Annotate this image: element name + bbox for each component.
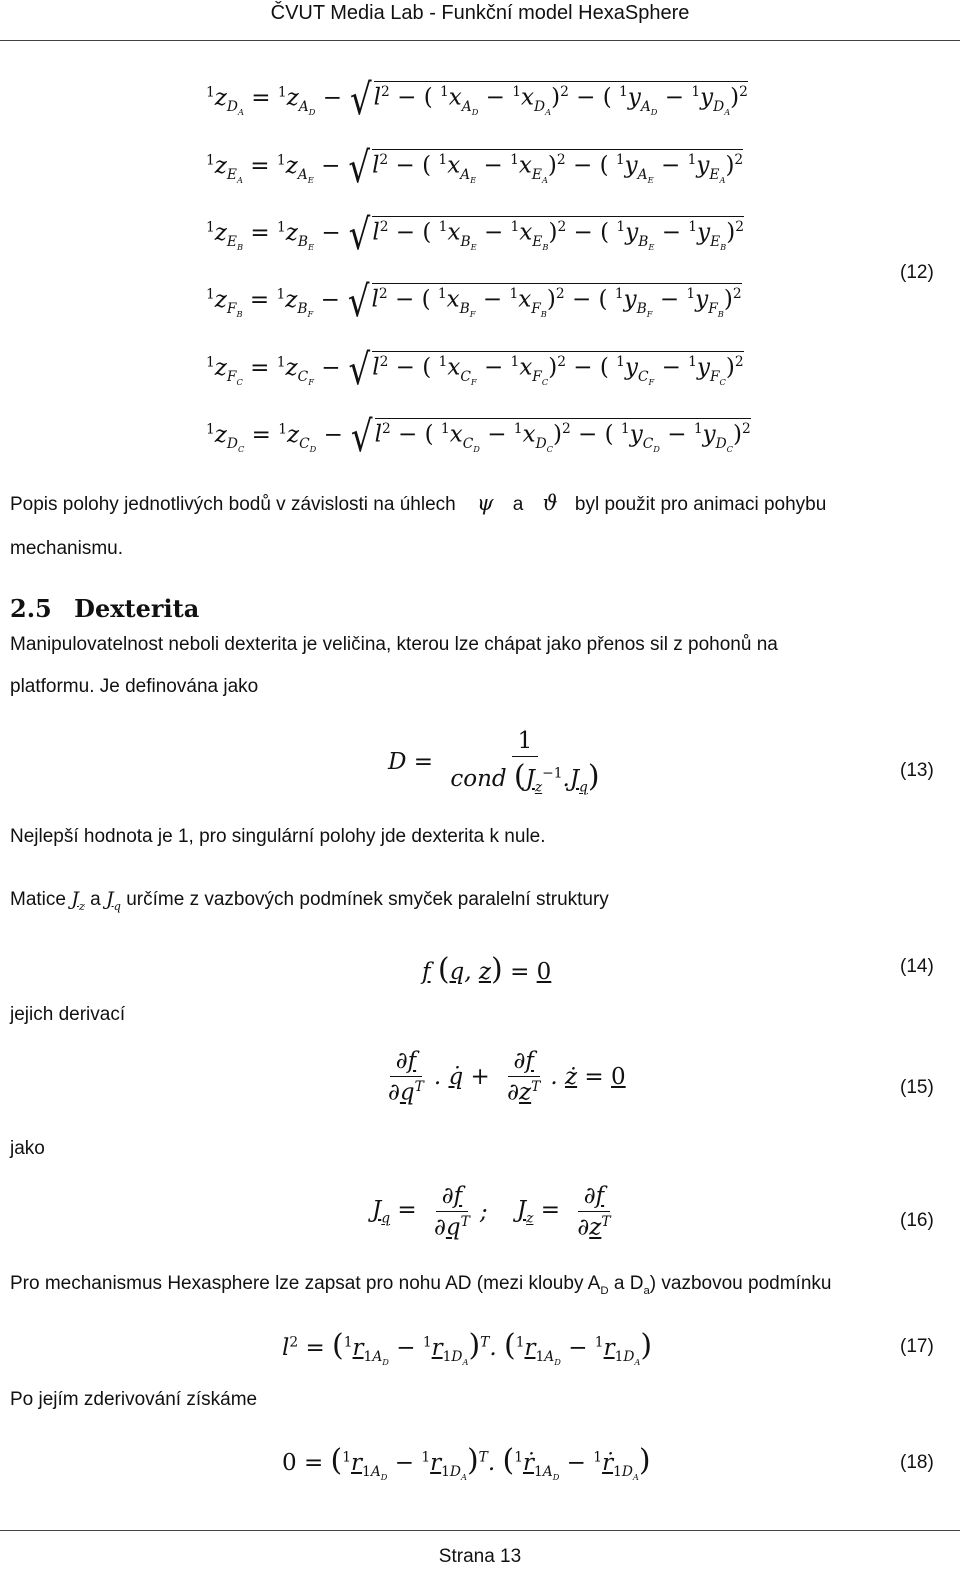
equation-18-number: (18) bbox=[900, 1452, 934, 1473]
equation-15-number: (15) bbox=[900, 1077, 934, 1098]
sqrt-icon: √ bbox=[348, 345, 371, 395]
theta-symbol: ϑ bbox=[542, 491, 558, 515]
section-title: Dexterita bbox=[74, 594, 200, 623]
footer-rule bbox=[0, 1530, 960, 1531]
equation-12-row: $^1z_{F_B} = ^1z_{B_F} - √l^2$ − ( $^1x_{B_F} - ^1x_{F_B})^2$ − ( $^1y_{B_F} - ^1y_{F_B})^2$ bbox=[206, 277, 742, 327]
label-derivaci: jejich derivací bbox=[10, 1004, 126, 1025]
equation-14: f (q, z) = 0 bbox=[422, 952, 552, 987]
section-number: 2.5 bbox=[10, 594, 52, 623]
equation-16: $J_q$ = $\frac{\partial f}{\partial q^T}$ ; $J_z$ = $\frac{\partial f}{\partial z^T}$ bbox=[372, 1183, 611, 1241]
header-rule bbox=[0, 40, 960, 41]
sqrt-icon: √ bbox=[348, 143, 371, 193]
equation-14-number: (14) bbox=[900, 956, 934, 977]
psi-symbol: ψ bbox=[477, 491, 494, 515]
dexterity-fraction: $\frac{1}{cond (J_z^{-1}.J_q)}$ bbox=[450, 728, 600, 796]
equation-16-number: (16) bbox=[900, 1210, 934, 1231]
sqrt-icon: √ bbox=[350, 412, 373, 462]
page-number: Strana 13 bbox=[438, 1546, 522, 1567]
page-header: ČVUT Media Lab - Funkční model HexaSphere bbox=[270, 2, 690, 24]
paragraph-1-text-b: byl použit pro animaci pohybu bbox=[574, 494, 827, 515]
equation-12-row: $^1z_{F_C} = ^1z_{C_F} - √l^2$ − ( $^1x_{C_F} - ^1x_{F_C})^2$ − ( $^1y_{C_F} - ^1y_{F_C})^2$ bbox=[206, 345, 744, 395]
equation-12-number: (12) bbox=[900, 262, 934, 283]
equation-13: D = $\frac{1}{cond (J_z^{-1}.J_q)}$ bbox=[388, 728, 610, 796]
equation-12-row: $^1z_{D_A} = ^1z_{A_D} - √l^2$ − ( $^1x_{A_D} - ^1x_{D_A})^2$ − ( $^1y_{A_D} - ^1y_{D_A})^2$ bbox=[206, 75, 748, 125]
equation-12-row: $^1z_{E_B} = ^1z_{B_E} - √l^2$ − ( $^1x_{B_E} - ^1x_{E_B})^2$ − ( $^1y_{B_E} - ^1y_{E_B})^2$ bbox=[206, 210, 744, 260]
equation-15: $\frac{\partial f}{\partial q^T}$ . q̇ + $\frac{\partial f}{\partial z^T}$ . ż = 0 bbox=[388, 1048, 626, 1106]
paragraph-1-line-1 bbox=[10, 491, 826, 517]
label-zderivovani: Po jejím zderivování získáme bbox=[10, 1389, 258, 1410]
paragraph-4-post: určíme z vazbových podmínek smyček paralelní struktury bbox=[126, 889, 609, 910]
sqrt-icon: √ bbox=[348, 210, 371, 260]
equation-17: $l^2 = (^1r_{1A_D} - ^1r_{1D_A})^T$. $(^1r_{1A_D} - ^1r_{1D_A})$ bbox=[282, 1328, 653, 1367]
paragraph-4 bbox=[10, 887, 609, 918]
matrix-jq: $J_q$ bbox=[106, 888, 121, 913]
paragraph-5: Pro mechanismus Hexasphere lze zapsat pro nohu AD (mezi klouby $A_D$ a $D_a$) vazbovou podmínku bbox=[10, 1273, 832, 1297]
sqrt-icon: √ bbox=[349, 75, 372, 125]
paragraph-4-mid: a bbox=[90, 889, 101, 910]
equation-18: $0 = (^1r_{1A_D} - ^1r_{1D_A})^T$. ($^1$ṙ$_{1A_D}$ − $^1$ṙ$_{1D_A}$) bbox=[282, 1443, 651, 1482]
sqrt-icon: √ bbox=[347, 277, 370, 327]
matrix-jz: $J_z$ bbox=[71, 888, 85, 913]
equation-13-number: (13) bbox=[900, 760, 934, 781]
equation-17-number: (17) bbox=[900, 1336, 934, 1357]
paragraph-4-pre: Matice bbox=[10, 889, 66, 910]
paragraph-2-line-2: platformu. Je definována jako bbox=[10, 676, 259, 697]
label-jako: jako bbox=[10, 1138, 45, 1159]
paragraph-1-text-a: Popis polohy jednotlivých bodů v závislosti na úhlech bbox=[10, 494, 456, 515]
paragraph-1-and: a bbox=[512, 494, 524, 515]
section-heading bbox=[10, 594, 199, 623]
paragraph-1-line-2: mechanismu. bbox=[10, 538, 123, 559]
paragraph-3: Nejlepší hodnota je 1, pro singulární polohy jde dexterita k nule. bbox=[10, 826, 546, 847]
equation-12-row: $^1z_{E_A} = ^1z_{A_E} - √l^2$ − ( $^1x_{A_E} - ^1x_{E_A})^2$ − ( $^1y_{A_E} - ^1y_{E_A})^2$ bbox=[206, 143, 744, 193]
paragraph-2-line-1: Manipulovatelnost neboli dexterita je veličina, kterou lze chápat jako přenos sil z pohonů na bbox=[10, 634, 778, 655]
equation-12-row: $^1z_{D_C} = ^1z_{C_D} - √l^2$ − ( $^1x_{C_D} - ^1x_{D_C})^2$ − ( $^1y_{C_D} - ^1y_{D_C})^2$ bbox=[206, 412, 751, 462]
